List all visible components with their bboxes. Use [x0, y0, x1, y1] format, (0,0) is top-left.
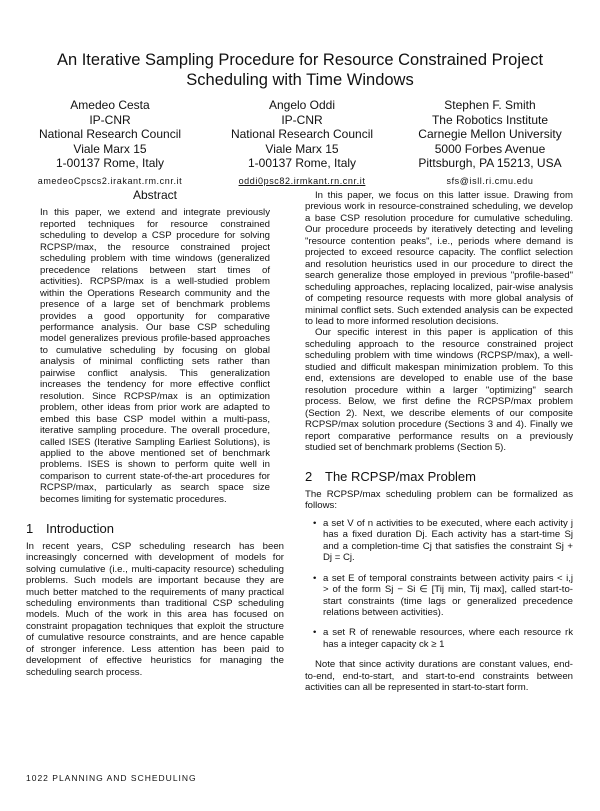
author-email[interactable]: oddi0psc82.irmkant.rn.cnr.it — [238, 175, 366, 186]
section-2-intro: The RCPSP/max scheduling problem can be formalized as follows: — [305, 488, 573, 512]
right-paragraph-1: In this paper, we focus on this latter issue. Drawing from previous work in resource-constrained scheduling, we develop a base CSP resolution procedure for cumulative scheduling. Our procedure proceeds by iteratively detecting and leveling "resource contention peaks", i.e., periods where demand is projected to exceed resource capacity. The conflict selection and resolution heuristics used in our procedure to direct the search generalize those employed in previous "profile-based" scheduling approaches, replacing localized, pair-wise analysis of competing resource requests with more global analysis of minimal conflict sets. Such extended analysis can be expected to lead to more informed resolution decisions. — [305, 190, 573, 327]
author-name: Stephen F. Smith — [444, 98, 536, 112]
title-line-1: An Iterative Sampling Procedure for Resource Constrained Project — [56, 51, 544, 69]
section-1-heading — [26, 521, 284, 537]
section-2-note: Note that since activity durations are constant values, end-to-end, end-to-start, and start-to-end constraints between activities can all be represented in start-to-start form. — [305, 659, 573, 694]
author-oddi — [212, 98, 392, 189]
author-org: IP-CNR — [89, 112, 131, 127]
author-name: Amedeo Cesta — [70, 98, 150, 112]
list-item: • a set R of renewable resources, where each resource rk has a integer capacity ck ≥ 1 — [323, 627, 573, 650]
definition-list — [305, 518, 573, 651]
list-item: • a set V of n activities to be executed, where each activity j has a fixed duration Dj. Each activity has a start-time Sj and a completion-time Cj that satisfies the constraint Sj + Dj = Cj. — [323, 518, 573, 564]
abstract-text: In this paper, we extend and integrate previously reported techniques for resource constrained scheduling to develop a CSP procedure for solving RCPSP/max, the resource constrained project scheduling problem with time windows (generalized precedence relations between start times of activities). RCPSP/max is a well-studied problem within the Operations Research community and the presence of a large set of benchmark problems provides a good opportunity for comparative performance analysis. Our base CSP scheduling model generalizes previous profile-based approaches to cumulative scheduling by focusing on global analysis of minimal conflicting sets rather than pairwise conflict analysis. This generalization increases the tendency for more effective conflict resolution. Since RCPSP/max is an optimization problem, other ideas from prior work are adapted to embed this base CSP model within a multi-pass, iterative sampling procedure. The overall procedure, called ISES (Iterative Sampling Earliest Solutions), is applied to the above mentioned set of benchmark problems. ISES is shown to perform quite well in comparison to current state-of-the-art procedures for RCPSP/max, particularly as search space size becomes limiting for systematic procedures. — [40, 207, 270, 505]
section-number: 2 — [305, 469, 313, 485]
author-org: The Robotics Institute — [431, 112, 549, 127]
left-column — [26, 190, 284, 678]
author-street: 5000 Forbes Avenue — [434, 141, 546, 156]
section-number: 1 — [26, 521, 34, 537]
author-email: sfs@isll.ri.cmu.edu — [446, 175, 534, 186]
section-title: Introduction — [46, 521, 114, 537]
author-org: IP-CNR — [281, 112, 323, 127]
author-dept: National Research Council — [230, 127, 374, 142]
author-city: 1-00137 Rome, Italy — [247, 156, 357, 171]
author-city: 1-00137 Rome, Italy — [55, 156, 165, 171]
section-title: The RCPSP/max Problem — [325, 469, 476, 485]
paper-title — [0, 50, 600, 90]
right-paragraph-2: Our specific interest in this paper is application of this scheduling approach to the resource constrained project scheduling problem with time windows (RCPSP/max), a well-studied and difficult makespan minimization problem. To this end, extensions are developed to enable use of the base resolution procedure within a larger "optimizing" search process. Below, we first define the RCPSP/max problem (Section 2). Next, we describe elements of our composite RCPSP/max solution procedure (Sections 3 and 4). Finally we report comparative performance results on a previously studied set of benchmark problems (Section 5). — [305, 327, 573, 453]
author-name: Angelo Oddi — [268, 98, 336, 112]
introduction-text: In recent years, CSP scheduling research has been increasingly concerned with development of models for solving cumulative (i.e., multi-capacity resource) scheduling problems. Such models are important because they are much better matched to the requirements of many practical scheduling environments than traditional CSP scheduling models. Much of the work in this area has focused on constraint propagation techniques that exploit the structure of cumulative resource constraints, and are hence capable of stronger inference. Less attention has been paid to development of effective heuristics for managing the scheduling search process. — [26, 540, 284, 678]
author-cesta — [20, 98, 200, 189]
author-street: Viale Marx 15 — [265, 141, 339, 156]
page-footer: 1022 PLANNING AND SCHEDULING — [26, 773, 197, 783]
list-item: • a set E of temporal constraints between activity pairs < i,j > of the form Sj − Si ∈ [Tij min, Tij max], called start-to-start constraints (time lags or generalized precedence relations between activities). — [323, 573, 573, 619]
author-email: amedeoCpscs2.irakant.rm.cnr.it — [37, 175, 183, 186]
author-smith — [400, 98, 580, 189]
author-dept: Carnegie Mellon University — [418, 127, 562, 142]
title-line-2: Scheduling with Time Windows — [186, 71, 414, 89]
author-dept: National Research Council — [38, 127, 182, 142]
right-column — [305, 190, 573, 694]
author-city: Pittsburgh, PA 15213, USA — [418, 156, 562, 171]
author-street: Viale Marx 15 — [73, 141, 147, 156]
abstract-heading: Abstract — [132, 188, 177, 202]
section-2-heading — [305, 469, 573, 485]
